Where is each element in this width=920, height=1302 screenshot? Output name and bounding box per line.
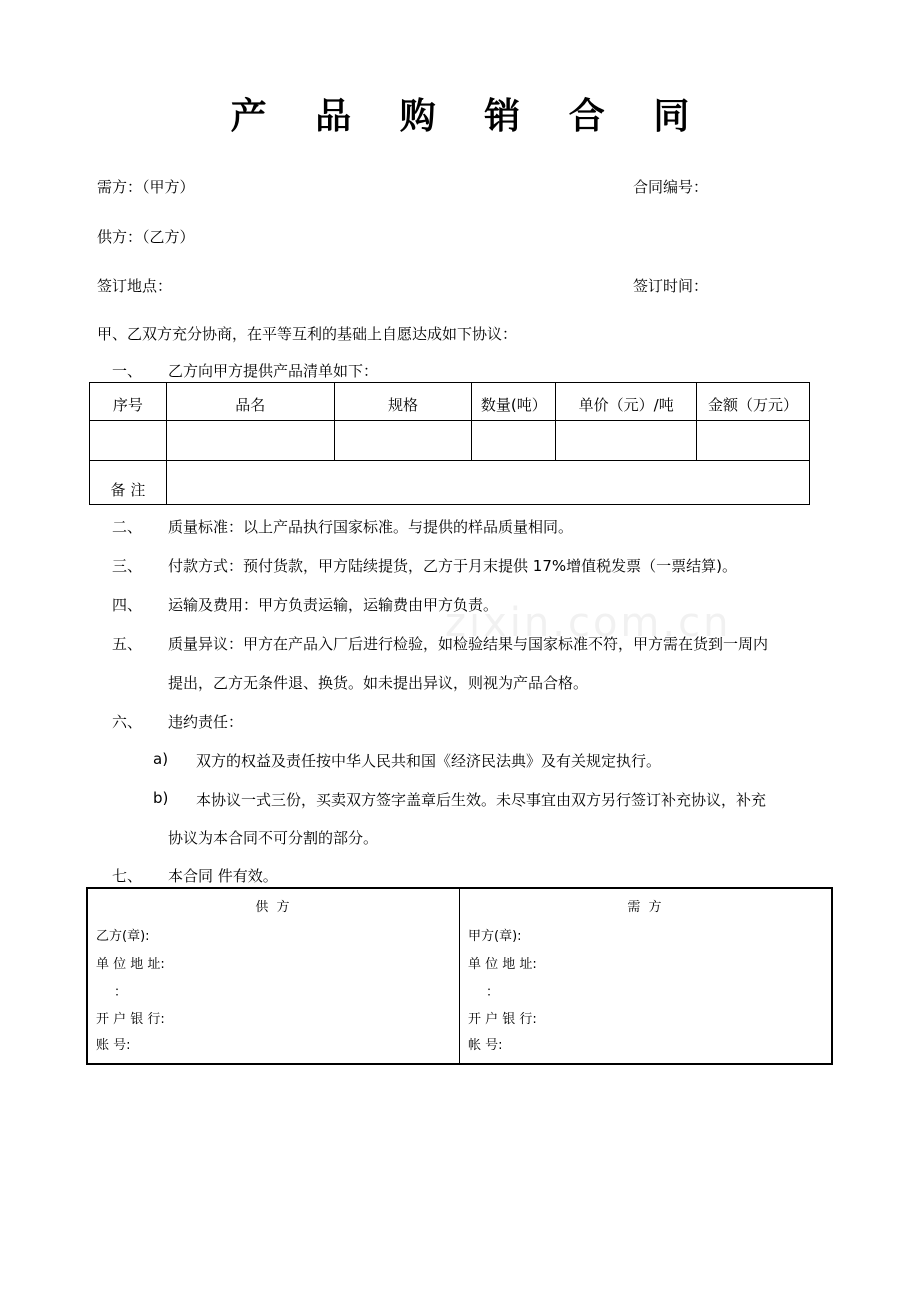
clause-1-number: 一、: [112, 362, 143, 380]
clause-5-number: 五、: [112, 635, 143, 653]
demander-heading: 需 方: [627, 900, 664, 915]
clause-6-text: 违约责任：: [168, 713, 244, 731]
watermark: zixin.com.cn: [445, 600, 732, 646]
note-row: [90, 461, 810, 505]
clause-2-text: 质量标准：以上产品执行国家标准。与提供的样品质量相同。: [168, 518, 574, 536]
demander-address-field: 单 位 地 址:: [468, 957, 537, 972]
supplier-seal-field: 乙方(章):: [96, 929, 150, 944]
signature-table: [86, 887, 833, 1065]
clause-5-line-1: 质量异议：甲方在产品入厂后进行检验，如检验结果与国家标准不符，甲方需在货到一周内: [168, 635, 769, 653]
clause-7-text: 本合同 件有效。: [168, 867, 278, 885]
sign-place-label: 签订地点：: [97, 277, 173, 295]
clause-6b-line-2: 协议为本合同不可分割的部分。: [168, 829, 379, 847]
clause-6b-line-1: 本协议一式三份，买卖双方签字盖章后生效。未尽事宜由双方另行签订补充协议，补充: [196, 791, 767, 809]
contract-number-label: 合同编号：: [633, 178, 709, 196]
document-title: 产 品 购 销 合 同: [230, 96, 708, 137]
supplier-heading: 供 方: [255, 900, 292, 915]
product-table-header-row: [90, 383, 810, 421]
supplier-column: [87, 888, 460, 1064]
clause-4-text: 运输及费用：甲方负责运输，运输费由甲方负责。: [168, 596, 499, 614]
clause-1-text: 乙方向甲方提供产品清单如下：: [168, 362, 379, 380]
intro-text: 甲、乙双方充分协商，在平等互利的基础上自愿达成如下协议：: [97, 325, 518, 343]
table-cell: [90, 421, 167, 461]
demander-seal-field: 甲方(章):: [468, 929, 522, 944]
supplier-address-field: 单 位 地 址:: [96, 957, 165, 972]
buyer-label: 需方：（甲方）: [97, 178, 195, 196]
clause-2-number: 二、: [112, 518, 143, 536]
header-cell-spec: 规格: [334, 383, 472, 421]
supplier-account-field: 账 号:: [96, 1038, 131, 1053]
seller-label: 供方：（乙方）: [97, 228, 195, 246]
demander-blank-field: ：: [486, 985, 500, 1000]
clause-6a-text: 双方的权益及责任按中华人民共和国《经济民法典》及有关规定执行。: [196, 752, 662, 770]
demander-column: [460, 888, 833, 1064]
sign-time-label: 签订时间：: [633, 277, 709, 295]
clause-7-number: 七、: [112, 867, 143, 885]
demander-bank-field: 开 户 银 行:: [468, 1012, 537, 1027]
clause-6b-number: b): [153, 789, 169, 807]
clause-5-line-2: 提出，乙方无条件退、换货。如未提出异议，则视为产品合格。: [168, 674, 589, 692]
demander-account-field: 帐 号:: [468, 1038, 503, 1053]
header-cell-name: 品名: [166, 383, 334, 421]
supplier-bank-field: 开 户 银 行:: [96, 1012, 165, 1027]
header-cell-quantity: 数量(吨）: [472, 383, 556, 421]
clause-3-text: 付款方式：预付货款，甲方陆续提货，乙方于月末提供 17%增值税发票（一票结算)。: [168, 557, 737, 575]
table-cell: [472, 421, 556, 461]
clause-3-number: 三、: [112, 557, 143, 575]
note-label: 备 注: [90, 461, 167, 505]
table-cell: [334, 421, 472, 461]
header-cell-amount: 金额（万元）: [697, 383, 810, 421]
table-row: [90, 421, 810, 461]
table-cell: [556, 421, 697, 461]
clause-6-number: 六、: [112, 713, 143, 731]
table-cell: [697, 421, 810, 461]
table-cell: [166, 421, 334, 461]
supplier-blank-field: ：: [114, 985, 128, 1000]
header-cell-unit-price: 单价（元）/吨: [556, 383, 697, 421]
product-table: [89, 382, 810, 505]
clause-6a-number: a): [153, 750, 169, 768]
header-cell-index: 序号: [90, 383, 167, 421]
note-cell: [166, 461, 809, 505]
clause-4-number: 四、: [112, 596, 143, 614]
